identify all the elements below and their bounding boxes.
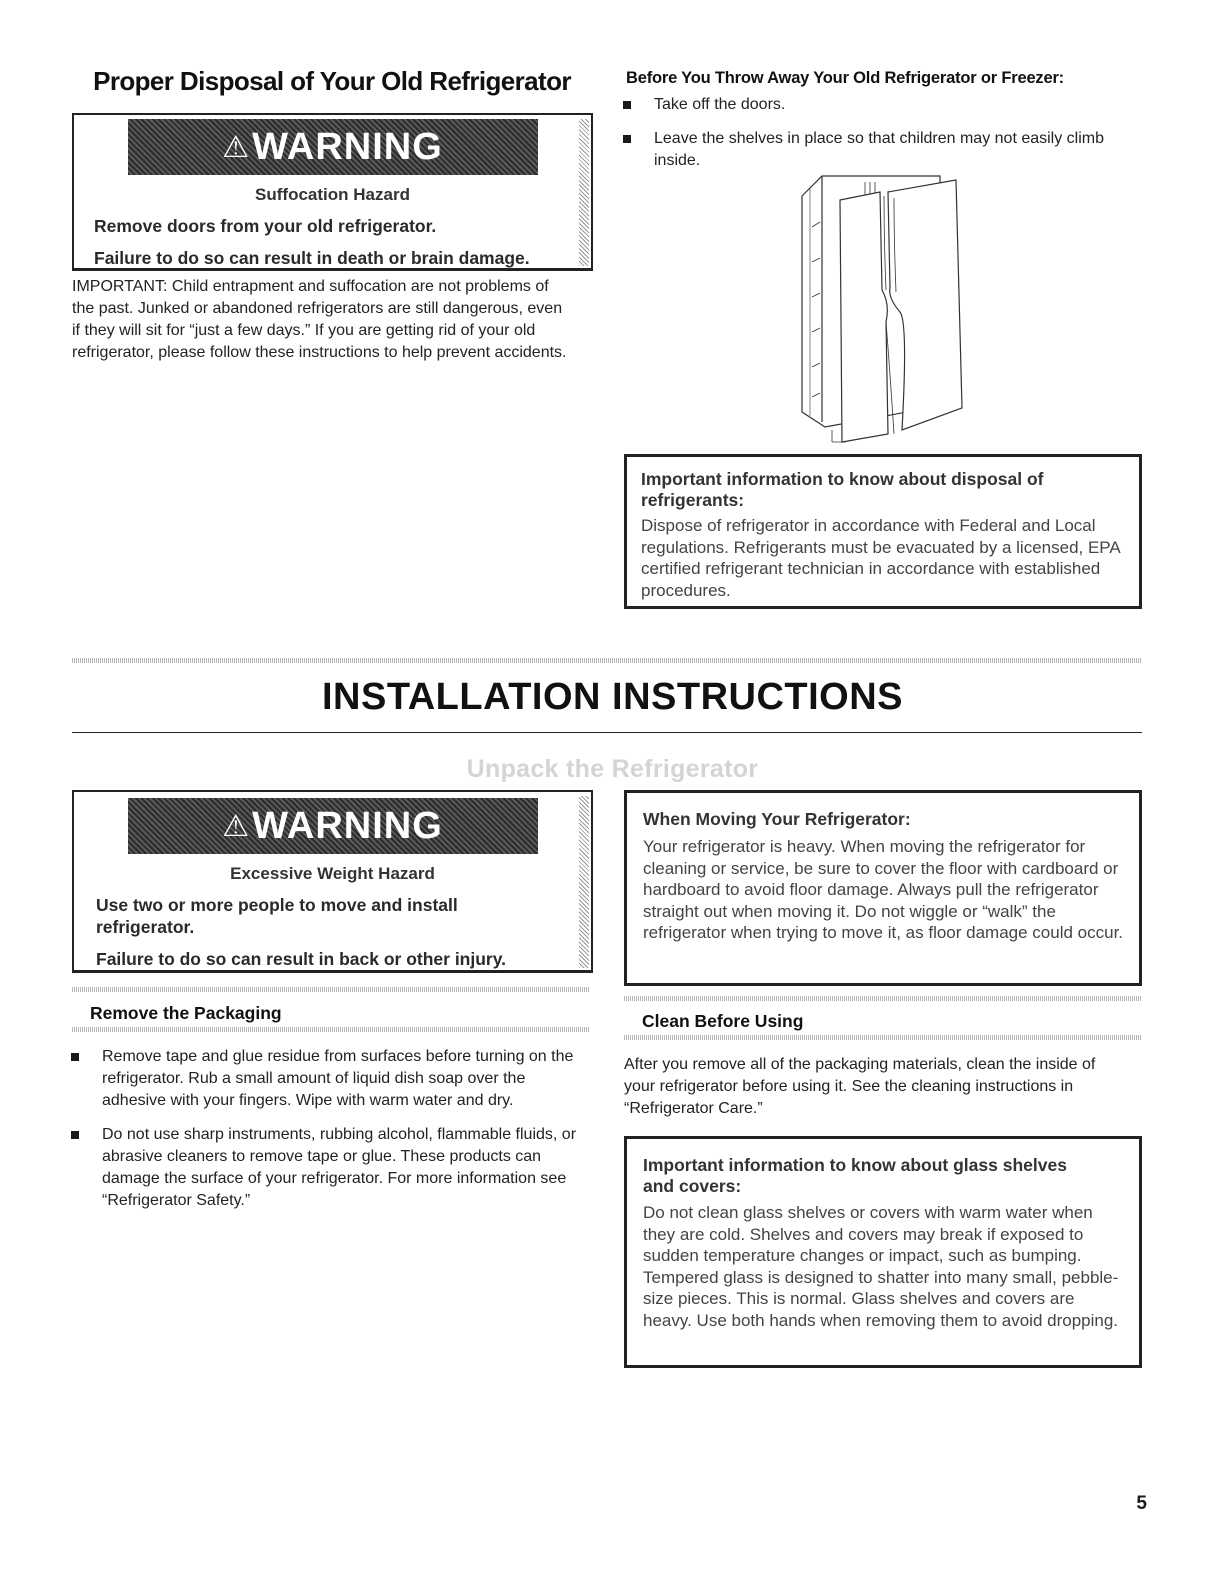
glass-shelves-info-box [624,1136,1142,1368]
warning-triangle-icon: ⚠ [222,131,251,164]
packaging-top-rule [72,987,589,992]
moving-info-box [624,790,1142,986]
clean-bottom-rule [624,1035,1142,1040]
list-item-text: Leave the shelves in place so that children may not easily climb inside. [654,130,1105,169]
section-bottom-rule [72,732,1142,733]
warning-triangle-icon: ⚠ [222,810,251,843]
list-item [620,128,1140,172]
warning-banner [128,119,538,175]
clean-before-using-heading: Clean Before Using [642,1011,804,1031]
list-item-text: Take off the doors. [654,96,786,113]
warning-box-shadow [579,119,589,266]
unpack-subtitle: Unpack the Refrigerator [466,755,759,783]
warning-box-shadow [579,796,589,968]
warning-line-2: Failure to do so can result in death or brain damage. [94,248,530,268]
before-throw-away-list [620,94,1140,172]
bullet-icon [71,1131,79,1139]
clean-top-rule [624,996,1142,1001]
warning-banner [128,798,538,854]
remove-packaging-list [68,1046,588,1212]
refrigerator-doors-removed-illustration [790,172,980,444]
warning-line-2: Failure to do so can result in back or other injury. [96,949,507,969]
suffocation-warning-box [72,113,593,271]
moving-heading: When Moving Your Refrigerator: [643,809,911,829]
warning-banner-text: WARNING [252,805,443,847]
section-top-rule [72,658,1142,663]
bullet-icon [623,101,631,109]
warning-hazard-title: Excessive Weight Hazard [230,864,435,883]
list-item [68,1046,588,1112]
warning-hazard-title: Suffocation Hazard [255,185,410,204]
list-item-text: Do not use sharp instruments, rubbing alcohol, flammable fluids, or abrasive cleaners to remove tape or glue. These products can damage the surface of your refrigerator. For more information see “Refrigerator Safety.” [102,1126,577,1209]
refrigerants-heading: Important information to know about disposal of refrigerants: [641,469,1044,510]
page-number: 5 [1136,1493,1147,1514]
disposal-title: Proper Disposal of Your Old Refrigerator [93,66,571,96]
warning-line-1: Remove doors from your old refrigerator. [94,216,437,236]
glass-heading: Important information to know about glass shelves and covers: [643,1155,1067,1196]
warning-banner-text: WARNING [252,126,443,168]
moving-body: Your refrigerator is heavy. When moving the refrigerator for cleaning or service, be sure to cover the floor with cardboard or hardboard to avoid floor damage. Always pull the refrigerator straight out when moving it. Do not wiggle or “walk” the refrigerator when trying to move it, as floor damage could occur. [643,837,1124,942]
warning-line-1: Use two or more people to move and install refrigerator. [96,895,458,937]
weight-warning-box [72,790,593,973]
refrigerants-info-box [624,454,1142,609]
list-item [68,1124,588,1212]
bullet-icon [623,135,631,143]
list-item-text: Remove tape and glue residue from surfaces before turning on the refrigerator. Rub a small amount of liquid dish soap over the adhesive with your fingers. Wipe with warm water and dry. [102,1048,574,1109]
important-paragraph: IMPORTANT: Child entrapment and suffocation are not problems of the past. Junked or abandoned refrigerators are still dangerous, even if they will sit for “just a few days.” If you are getting rid of your old refrigerator, please follow these instructions to help prevent accidents. [72,278,567,361]
refrigerants-body: Dispose of refrigerator in accordance with Federal and Local regulations. Refrigerants must be evacuated by a licensed, EPA certified refrigerant technician in accordance with established procedures. [641,516,1120,600]
list-item [620,94,1140,116]
remove-packaging-heading: Remove the Packaging [90,1003,282,1023]
clean-before-using-body: After you remove all of the packaging materials, clean the inside of your refrigerator before using it. See the cleaning instructions in “Refrigerator Care.” [624,1056,1096,1117]
bullet-icon [71,1053,79,1061]
installation-instructions-title: INSTALLATION INSTRUCTIONS [321,676,904,718]
before-throw-away-heading: Before You Throw Away Your Old Refrigerator or Freezer: [626,69,1064,87]
glass-body: Do not clean glass shelves or covers with warm water when they are cold. Shelves and covers may break if exposed to sudden temperature changes or impact, such as bumping. Tempered glass is designed to shatter into many small, pebble-size pieces. This is normal. Glass shelves and covers are heavy. Use both hands when removing them to avoid dropping. [643,1203,1119,1330]
packaging-bottom-rule [72,1027,589,1032]
